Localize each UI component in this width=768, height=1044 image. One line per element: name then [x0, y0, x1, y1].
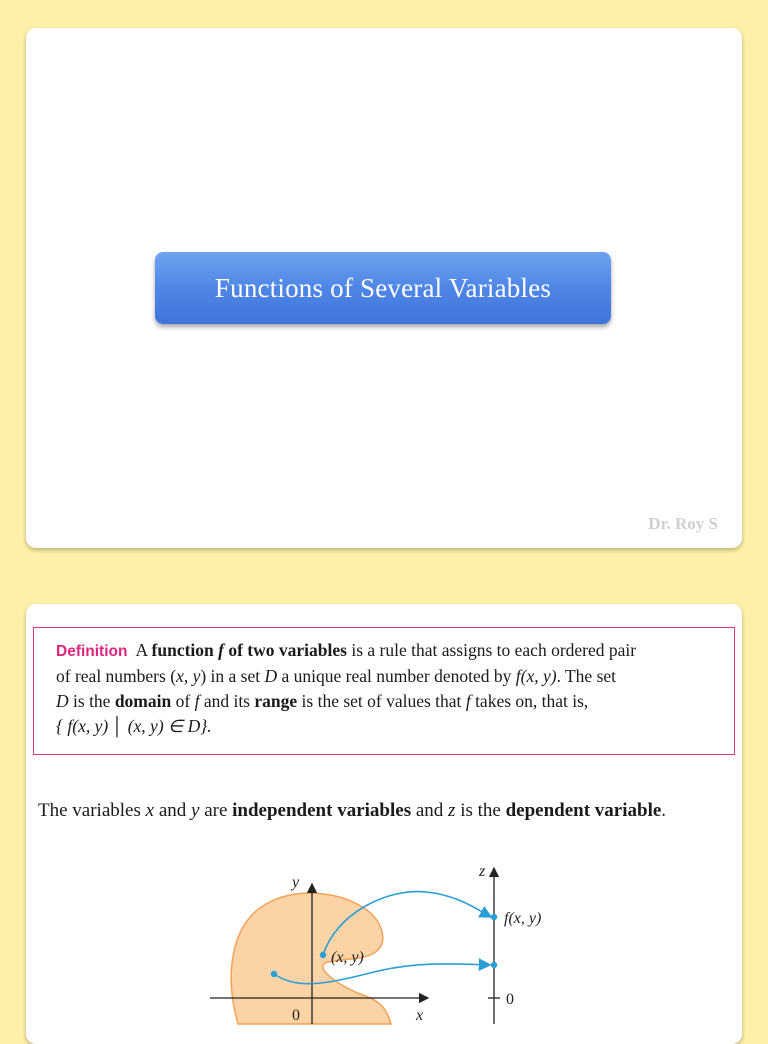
- point-fxy: [491, 914, 497, 920]
- definition-line-1: [56, 638, 720, 664]
- def-bold-domain: domain: [114, 691, 172, 711]
- def-italic-f: f: [218, 640, 224, 660]
- origin-label: 0: [292, 1007, 300, 1024]
- var-text: are: [199, 800, 233, 821]
- def-text: is the set of values that: [297, 691, 466, 711]
- definition-line-4: [56, 714, 720, 739]
- var-text: The variables: [38, 800, 146, 821]
- var-italic-x: x: [145, 800, 155, 821]
- definition-slide: [26, 604, 742, 1044]
- def-text: ,: [183, 666, 193, 686]
- variables-sentence: [38, 800, 666, 822]
- def-text: . The set: [556, 666, 617, 686]
- definition-line-2: [56, 664, 720, 689]
- var-bold-independent: independent variables: [232, 800, 412, 821]
- def-italic-f: f: [465, 691, 471, 711]
- def-italic-D: D: [56, 691, 69, 711]
- var-text: .: [661, 800, 667, 821]
- x-axis-label: x: [416, 1007, 424, 1024]
- def-text: and its: [199, 691, 255, 711]
- def-text: takes on, that is,: [470, 691, 589, 711]
- def-set-expression: { f(x, y) │ (x, y) ∈ D}.: [56, 716, 212, 736]
- domain-region: [231, 893, 391, 1024]
- def-italic-y: y: [192, 666, 201, 686]
- def-bold-function: function: [151, 640, 219, 660]
- def-bold-two-vars: of two variables: [223, 640, 347, 660]
- definition-label: Definition: [56, 643, 128, 660]
- def-text: ) in a set: [200, 666, 265, 686]
- var-italic-y: y: [191, 800, 200, 821]
- point-start: [271, 971, 277, 977]
- point-xy-label: (x, y): [331, 949, 364, 966]
- def-italic-x: x: [176, 666, 184, 686]
- var-text: is the: [455, 800, 506, 821]
- var-text: and: [411, 800, 449, 821]
- var-text: and: [154, 800, 191, 821]
- point-value: [491, 962, 497, 968]
- definition-box: [33, 627, 735, 755]
- z-axis-label: z: [479, 863, 486, 880]
- def-text: A: [135, 640, 152, 660]
- def-text: of real numbers (: [56, 666, 177, 686]
- slide-title: Functions of Several Variables: [155, 252, 611, 324]
- def-text: of: [171, 691, 195, 711]
- def-bold-range: range: [254, 691, 298, 711]
- title-slide: [26, 28, 742, 548]
- def-italic-D: D: [264, 666, 278, 686]
- author-label: Dr. Roy S: [648, 514, 718, 533]
- var-italic-z: z: [448, 800, 456, 821]
- def-italic-fxy: f(x, y): [515, 666, 557, 686]
- def-text: a unique real number denoted by: [277, 666, 516, 686]
- def-text: is the: [68, 691, 115, 711]
- y-axis-label: y: [292, 874, 300, 891]
- point-xy: [320, 952, 326, 958]
- function-mapping-diagram: [26, 844, 742, 1044]
- var-bold-dependent: dependent variable: [505, 800, 662, 821]
- def-italic-f: f: [194, 691, 200, 711]
- z-zero-label: 0: [506, 991, 514, 1008]
- definition-line-3: [56, 689, 720, 714]
- def-text: is a rule that assigns to each ordered pair: [346, 640, 637, 660]
- fxy-label: f(x, y): [504, 910, 542, 927]
